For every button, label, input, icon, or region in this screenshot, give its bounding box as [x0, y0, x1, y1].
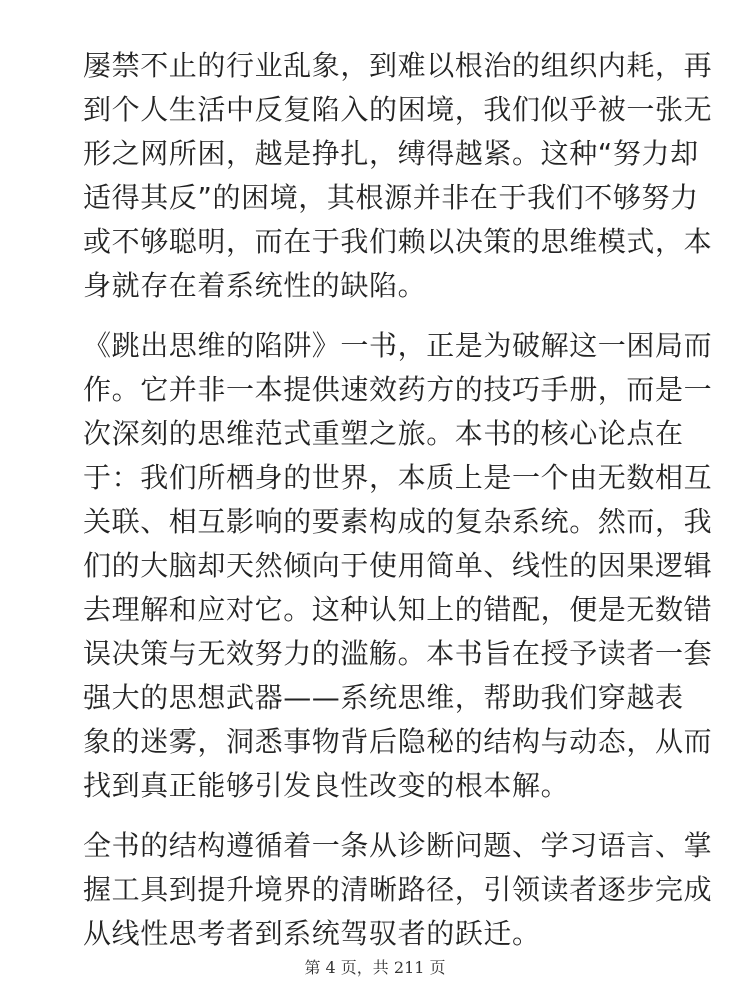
text-line: 或不够聪明，而在于我们赖以决策的思维模式，本	[83, 225, 713, 258]
text-line: 身就存在着系统性的缺陷。	[83, 269, 427, 302]
text-line: 作。它并非一本提供速效药方的技巧手册，而是一	[83, 373, 713, 406]
text-line: 到个人生活中反复陷入的困境，我们似乎被一张无	[83, 93, 713, 126]
text-line: 屡禁不止的行业乱象，到难以根治的组织内耗，再	[83, 49, 713, 82]
text-line: 强大的思想武器——系统思维，帮助我们穿越表	[83, 681, 684, 714]
text-line: 于：我们所栖身的世界，本质上是一个由无数相互	[83, 461, 713, 494]
text-line: 次深刻的思维范式重塑之旅。本书的核心论点在	[83, 417, 684, 450]
text-line: 握工具到提升境界的清晰路径，引领读者逐步完成	[83, 873, 713, 906]
text-line: 全书的结构遵循着一条从诊断问题、学习语言、掌	[83, 829, 713, 862]
text-line: 适得其反”的困境，其根源并非在于我们不够努力	[83, 181, 699, 214]
text-line: 形之网所困，越是挣扎，缚得越紧。这种“努力却	[83, 137, 699, 170]
paragraph-2	[83, 324, 713, 808]
text-line: 从线性思考者到系统驾驭者的跃迁。	[83, 917, 541, 950]
text-line: 找到真正能够引发良性改变的根本解。	[83, 769, 570, 802]
text-line: 《跳出思维的陷阱》一书，正是为破解这一困局而	[83, 329, 713, 362]
text-line: 去理解和应对它。这种认知上的错配，便是无数错	[83, 593, 713, 626]
text-line: 误决策与无效努力的滥觞。本书旨在授予读者一套	[83, 637, 713, 670]
text-line: 们的大脑却天然倾向于使用简单、线性的因果逻辑	[83, 549, 713, 582]
page-number-footer: 第 4 页，共 211 页	[304, 958, 446, 977]
paragraph-3	[83, 824, 713, 956]
body-text	[83, 44, 713, 972]
text-line: 关联、相互影响的要素构成的复杂系统。然而，我	[83, 505, 713, 538]
text-line: 象的迷雾，洞悉事物背后隐秘的结构与动态，从而	[83, 725, 713, 758]
paragraph-1	[83, 44, 713, 308]
